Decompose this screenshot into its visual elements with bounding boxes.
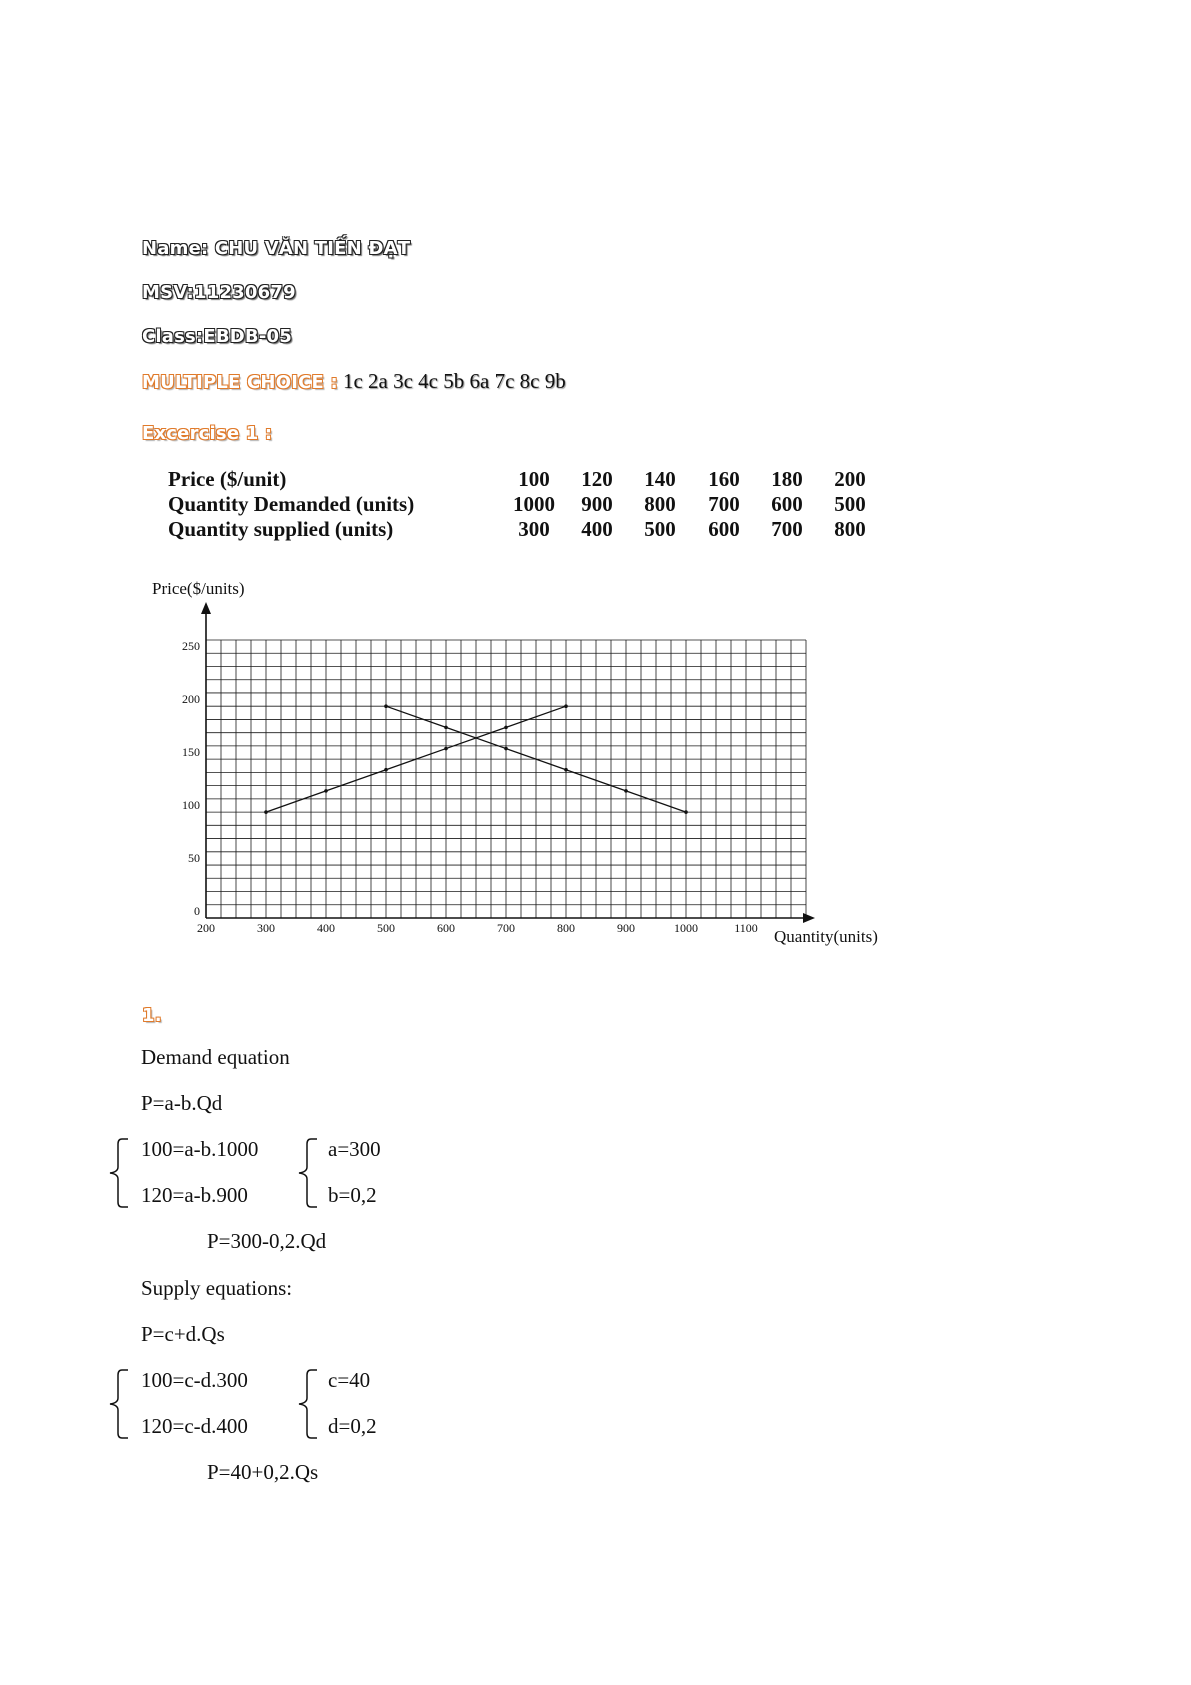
supply-title: Supply equations: (141, 1276, 293, 1300)
x-tick-label: 700 (497, 921, 515, 935)
demand-system-line-1: 100=a-b.1000 (141, 1137, 259, 1161)
supply-system-line-2: 120=c-d.400 (141, 1414, 248, 1438)
supply-system-brace (106, 1367, 136, 1441)
supply-solution-brace (295, 1367, 325, 1441)
x-tick-label: 300 (257, 921, 275, 935)
data-point-demand (504, 747, 508, 751)
supply-result: P=40+0,2.Qs (207, 1460, 319, 1484)
data-point-demand (624, 789, 628, 793)
data-point-demand (384, 704, 388, 708)
demand-solution-b: b=0,2 (328, 1183, 377, 1207)
x-axis-label: Quantity(units) (774, 927, 878, 946)
table-cell: 180 (771, 467, 803, 491)
demand-system-brace (106, 1136, 136, 1210)
part1-number: 1. (142, 1005, 162, 1026)
x-tick-label: 600 (437, 921, 455, 935)
student-class: Class:EBDB-05 (142, 326, 292, 347)
x-tick-label: 200 (197, 921, 215, 935)
y-tick-label: 150 (182, 745, 200, 760)
y-tick-label: 200 (182, 692, 200, 707)
table-cell: 600 (771, 492, 803, 516)
demand-solution-a: a=300 (328, 1137, 381, 1161)
student-name: Name: CHU VĂN TIẾN ĐẠT (142, 238, 411, 259)
table-cell: 700 (708, 492, 740, 516)
supply-form: P=c+d.Qs (141, 1322, 225, 1346)
y-tick-label: 0 (194, 904, 200, 918)
supply-solution-d: d=0,2 (328, 1414, 377, 1438)
table-cell: 800 (644, 492, 676, 516)
y-tick-label: 50 (188, 851, 200, 866)
table-cell: 100 (518, 467, 550, 491)
supply-system-line-1: 100=c-d.300 (141, 1368, 248, 1392)
demand-solution-brace (295, 1136, 325, 1210)
table-cell: 160 (708, 467, 740, 491)
y-tick-label: 100 (182, 798, 200, 813)
x-tick-label: 400 (317, 921, 335, 935)
table-cell: 1000 (513, 492, 555, 516)
chart-grid (206, 640, 806, 918)
y-tick-label: 250 (182, 639, 200, 654)
demand-title: Demand equation (141, 1045, 290, 1069)
demand-form: P=a-b.Qd (141, 1091, 223, 1115)
x-tick-label: 900 (617, 921, 635, 935)
student-msv: MSV:11230679 (142, 282, 296, 303)
table-cell: 200 (834, 467, 866, 491)
table-cell: 900 (581, 492, 613, 516)
table-cell: 140 (644, 467, 676, 491)
x-tick-label: 500 (377, 921, 395, 935)
data-point-supply (444, 747, 448, 751)
table-cell: 700 (771, 517, 803, 541)
y-axis-label: Price($/units) (152, 579, 245, 598)
data-point-demand (444, 726, 448, 730)
chart-axes (201, 602, 815, 923)
table-row-label: Quantity supplied (units) (168, 517, 394, 541)
supply-demand-chart (0, 570, 1191, 960)
data-point-supply (384, 768, 388, 772)
data-point-demand (564, 768, 568, 772)
x-tick-label: 800 (557, 921, 575, 935)
chart-ticks (182, 639, 758, 935)
table-row-label: Price ($/unit) (168, 467, 287, 491)
multiple-choice-heading: MULTIPLE CHOICE : (142, 372, 338, 393)
table-cell: 400 (581, 517, 613, 541)
table-cell: 800 (834, 517, 866, 541)
table-cell: 120 (581, 467, 613, 491)
table-cell: 500 (834, 492, 866, 516)
multiple-choice-line (142, 369, 566, 394)
x-tick-label: 1000 (674, 921, 698, 935)
data-point-supply (324, 789, 328, 793)
exercise-heading: Excercise 1 : (142, 423, 273, 444)
data-point-supply (504, 726, 508, 730)
table-cell: 500 (644, 517, 676, 541)
data-point-demand (684, 810, 688, 814)
supply-solution-c: c=40 (328, 1368, 371, 1392)
table-cell: 300 (518, 517, 550, 541)
table-row-label: Quantity Demanded (units) (168, 492, 415, 516)
demand-result: P=300-0,2.Qd (207, 1229, 327, 1253)
table-cell: 600 (708, 517, 740, 541)
data-point-supply (564, 704, 568, 708)
data-point-supply (264, 810, 268, 814)
multiple-choice-answers: 1c 2a 3c 4c 5b 6a 7c 8c 9b (342, 369, 566, 393)
x-tick-label: 1100 (734, 921, 758, 935)
demand-system-line-2: 120=a-b.900 (141, 1183, 248, 1207)
